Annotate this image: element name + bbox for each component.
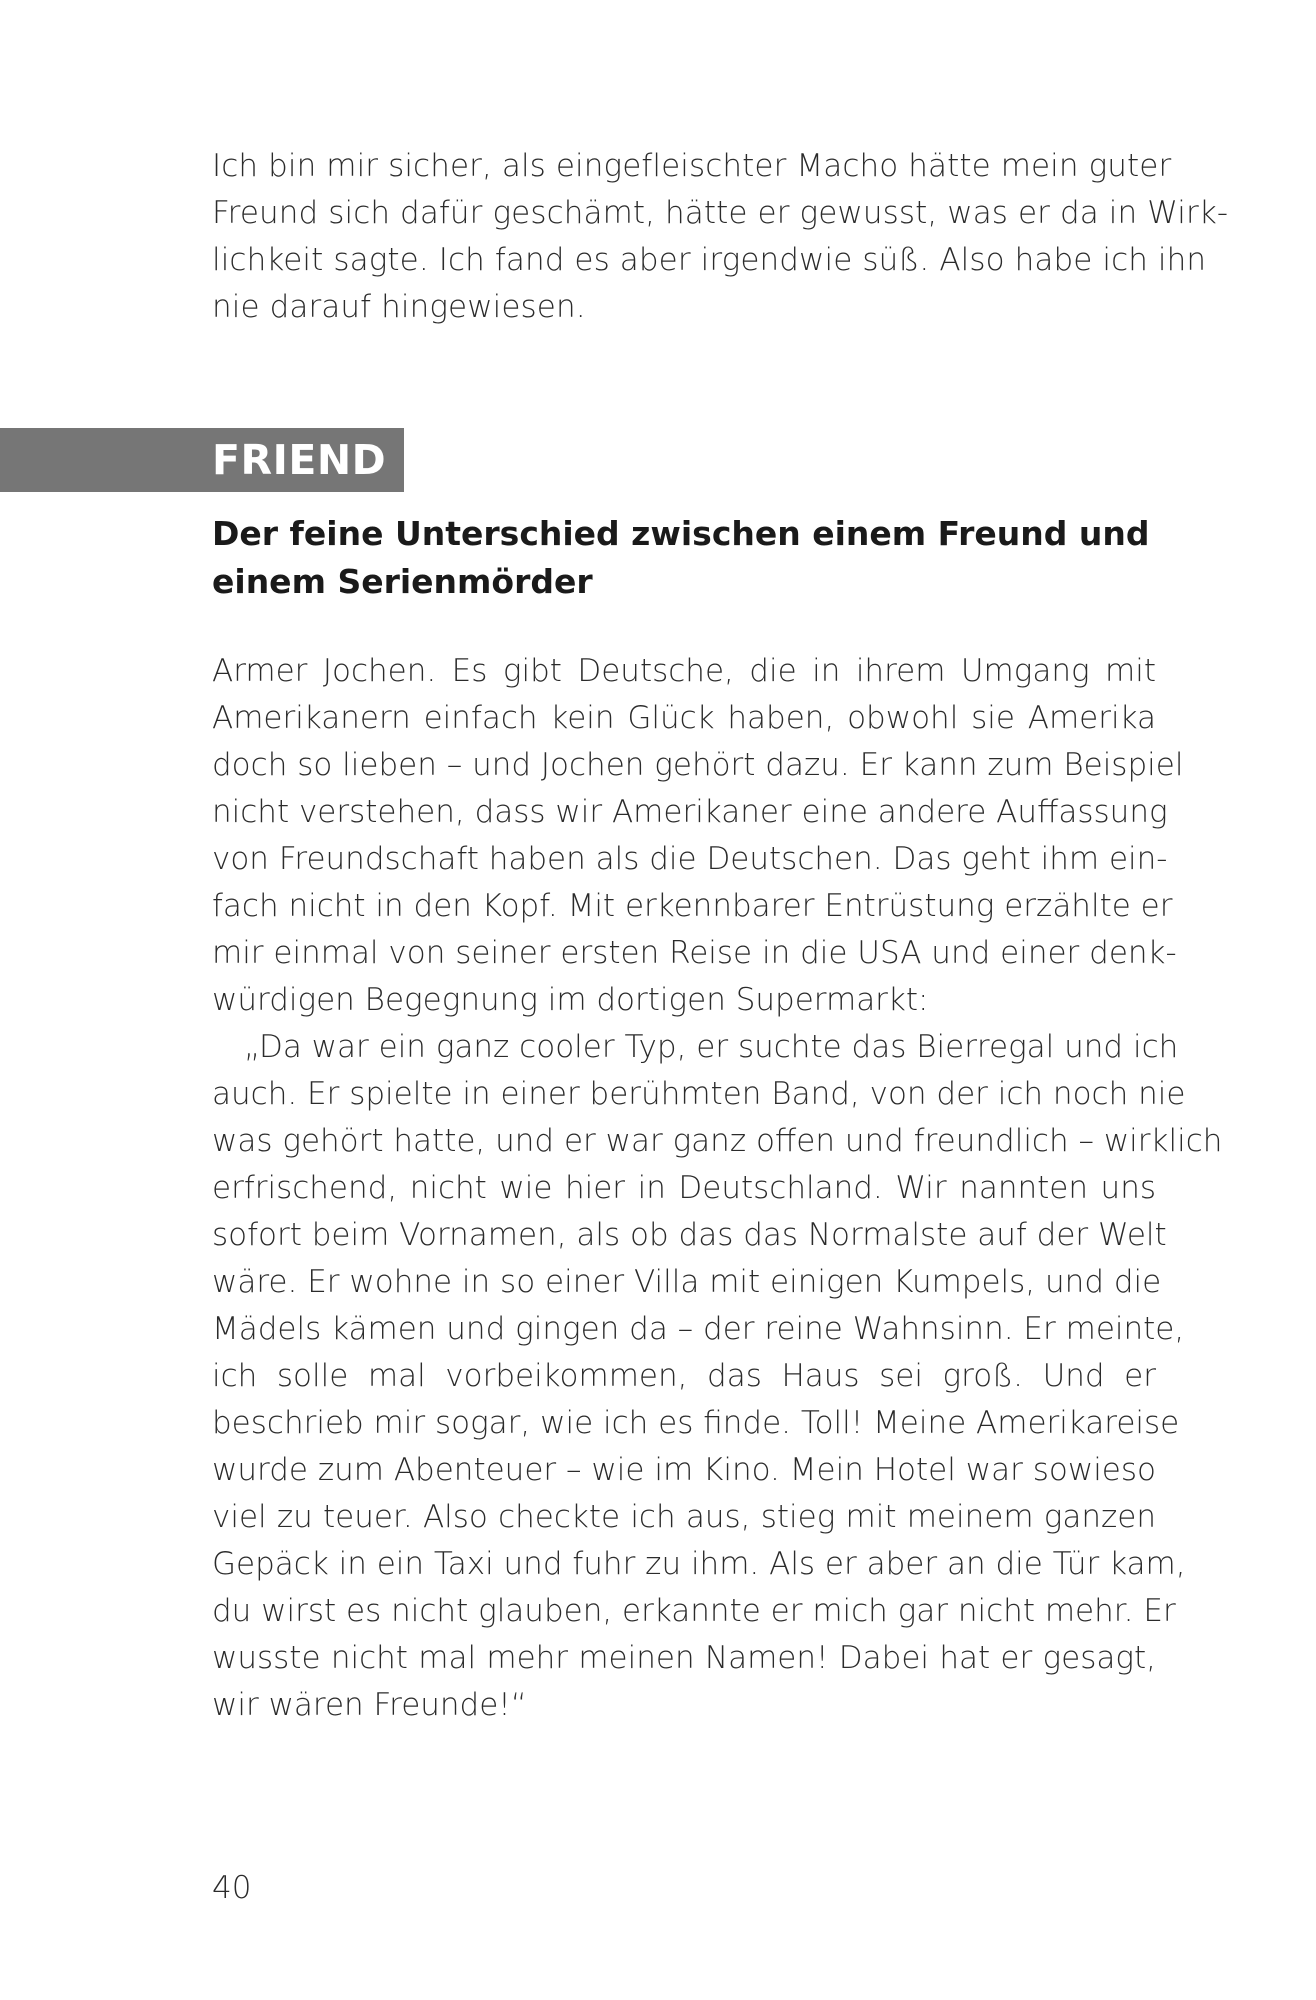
intro-line: Freund sich dafür geschämt, hätte er gewusst, was er da in Wirk-: [212, 195, 1229, 231]
subheading-line: Der feine Unterschied zwischen einem Freund und: [212, 514, 1150, 553]
section-subheading: [212, 510, 1150, 606]
body-line: doch so lieben – und Jochen gehört dazu. Er kann zum Beispiel: [212, 747, 1184, 783]
body-line: Amerikanern einfach kein Glück haben, obwohl sie Amerika: [212, 700, 1156, 736]
body-line: Mädels kämen und gingen da – der reine Wahnsinn. Er meinte,: [212, 1311, 1185, 1347]
body-line: wir wären Freunde!“: [212, 1687, 527, 1723]
body-line: würdigen Begegnung im dortigen Supermarkt:: [212, 982, 929, 1018]
intro-line: nie darauf hingewiesen.: [212, 289, 586, 325]
subheading-line: einem Serienmörder: [212, 562, 593, 601]
section-label: FRIEND: [212, 436, 387, 484]
body-line: „Da war ein ganz cooler Typ, er suchte das Bierregal und ich: [244, 1029, 1179, 1065]
intro-line: lichkeit sagte. Ich fand es aber irgendwie süß. Also habe ich ihn: [212, 242, 1207, 278]
body-line: sofort beim Vornamen, als ob das das Normalste auf der Welt: [212, 1217, 1167, 1253]
body-line: was gehört hatte, und er war ganz offen und freundlich – wirklich: [212, 1123, 1223, 1159]
body-line: auch. Er spielte in einer berühmten Band, von der ich noch nie: [212, 1076, 1186, 1112]
body-line: ich solle mal vorbeikommen, das Haus sei groß. Und er: [212, 1358, 1156, 1394]
page-number: 40: [212, 1870, 252, 1906]
body-line: Gepäck in ein Taxi und fuhr zu ihm. Als er aber an die Tür kam,: [212, 1546, 1186, 1582]
intro-text: [212, 143, 1229, 331]
body-line: wäre. Er wohne in so einer Villa mit einigen Kumpels, und die: [212, 1264, 1162, 1300]
body-line: von Freundschaft haben als die Deutschen. Das geht ihm ein-: [212, 841, 1168, 877]
body-text: [212, 648, 1223, 1729]
body-line: viel zu teuer. Also checkte ich aus, stieg mit meinem ganzen: [212, 1499, 1156, 1535]
body-line: Armer Jochen. Es gibt Deutsche, die in ihrem Umgang mit: [212, 653, 1156, 689]
body-line: wusste nicht mal mehr meinen Namen! Dabei hat er gesagt,: [212, 1640, 1156, 1676]
body-line: du wirst es nicht glauben, erkannte er mich gar nicht mehr. Er: [212, 1593, 1176, 1629]
body-line: mir einmal von seiner ersten Reise in die USA und einer denk-: [212, 935, 1177, 971]
section-tab: [0, 428, 404, 492]
body-paragraph-2: [212, 1024, 1223, 1729]
body-line: nicht verstehen, dass wir Amerikaner eine andere Auffassung: [212, 794, 1168, 830]
body-paragraph-1: [212, 648, 1184, 1024]
body-line: beschrieb mir sogar, wie ich es finde. Toll! Meine Amerikareise: [212, 1405, 1180, 1441]
body-line: fach nicht in den Kopf. Mit erkennbarer Entrüstung erzählte er: [212, 888, 1173, 924]
intro-line: Ich bin mir sicher, als eingefleischter Macho hätte mein guter: [212, 148, 1172, 184]
intro-paragraph: [212, 143, 1229, 331]
body-line: wurde zum Abenteuer – wie im Kino. Mein Hotel war sowieso: [212, 1452, 1156, 1488]
body-line: erfrischend, nicht wie hier in Deutschland. Wir nannten uns: [212, 1170, 1156, 1206]
